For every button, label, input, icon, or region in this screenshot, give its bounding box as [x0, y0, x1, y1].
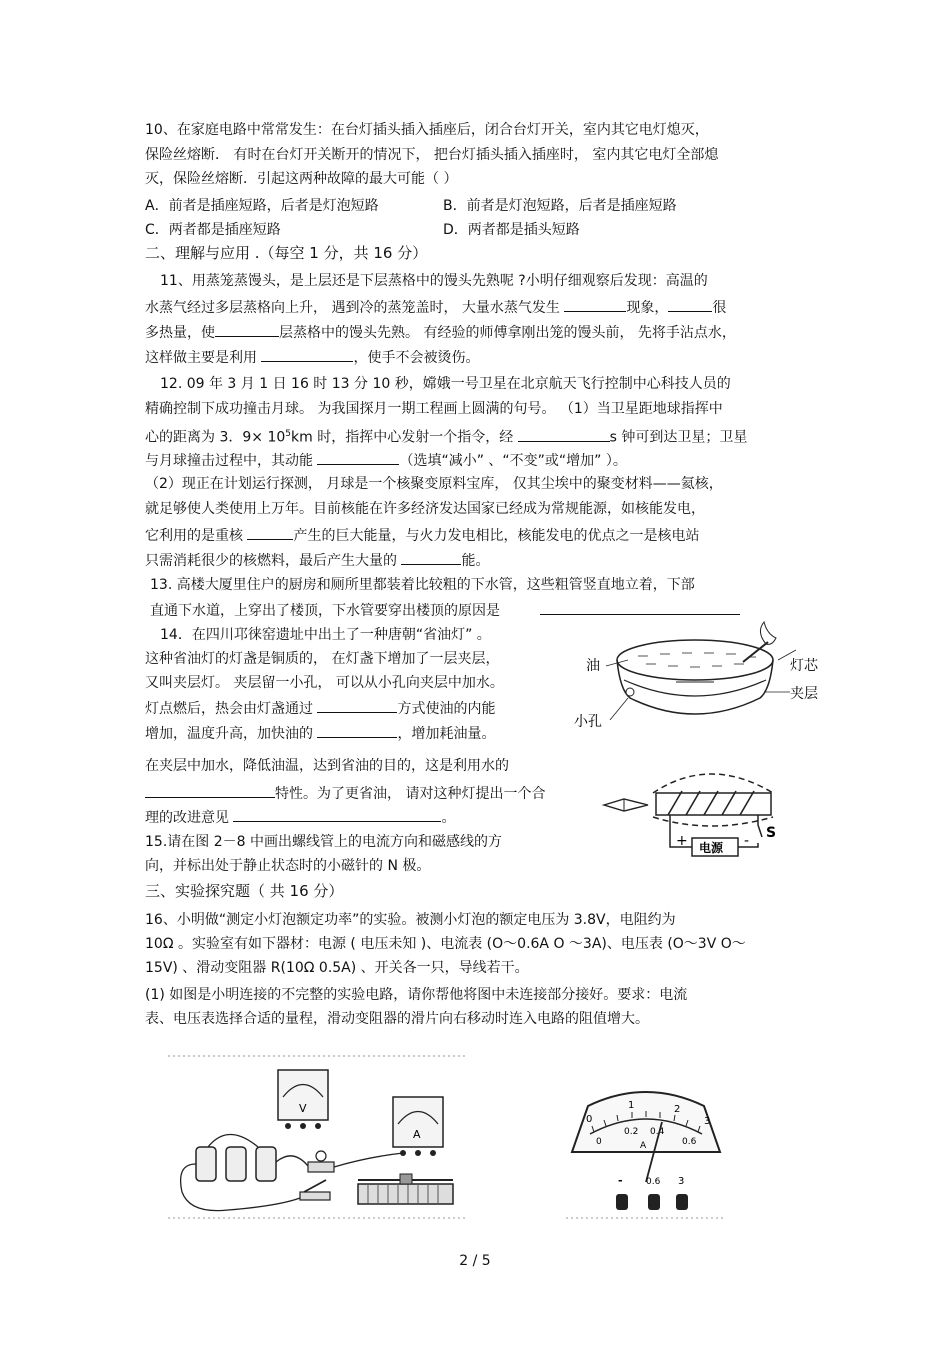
q10-option-b: B．前者是灯泡短路，后者是插座短路	[443, 198, 677, 214]
label-interlayer: 夹层	[790, 686, 818, 702]
flame-icon	[760, 622, 776, 644]
plus-sign: +	[676, 833, 688, 849]
field-line-bottom	[653, 817, 773, 826]
q11-blank-3[interactable]	[215, 322, 279, 337]
section-3-heading: 三、实验探究题（ 共 16 分）	[145, 882, 344, 900]
dial-bottom-label-3: 0.6	[682, 1137, 697, 1147]
q13-blank[interactable]	[540, 600, 740, 615]
q12-line-7: 它利用的是重核 产生的巨大能量，与火力发电相比，核能发电的优点之一是核电站	[145, 525, 699, 545]
q10-line-1: 10、在家庭电路中常常发生：在台灯插头插入插座后，闭合台灯开关，室内其它电灯熄灭，	[145, 122, 709, 138]
q12-blank-4[interactable]	[401, 550, 461, 565]
q12-line-2: 精确控制下成功撞击月球。 为我国探月一期工程画上圆满的句号。 （1）当卫星距地球指挥中	[145, 401, 723, 417]
q14-blank-2[interactable]	[317, 723, 397, 738]
solenoid-figure	[598, 765, 798, 860]
q14-blank-3[interactable]	[145, 783, 275, 798]
voltmeter[interactable]	[278, 1070, 328, 1129]
q16-line-1: 16、小明做“测定小灯泡额定功率”的实验。被测小灯泡的额定电压为 3.8V，电阻约为	[145, 912, 676, 928]
ammeter[interactable]	[393, 1097, 443, 1156]
ammeter-label: A	[413, 1128, 421, 1141]
q12-line-5: （2）现正在计划运行探测， 月球是一个核聚变原料宝库， 仅其尘埃中的聚变材料——氦核，	[145, 476, 723, 492]
rheostat[interactable]	[358, 1174, 453, 1204]
section-2-heading: 二、理解与应用 .（每空 1 分，共 16 分）	[145, 244, 428, 262]
q16-line-5: 表、电压表选择合适的量程，滑动变阻器的滑片向右移动时连入电路的阻值增大。	[145, 1011, 649, 1027]
minus-sign: -	[744, 833, 750, 849]
switch[interactable]	[300, 1180, 330, 1200]
q11-line-2: 水蒸气经过多层蒸格向上升， 遇到冷的蒸笼盖时， 大量水蒸气发生 现象， 很	[145, 297, 726, 317]
switch-blade	[758, 815, 762, 837]
solenoid-core	[656, 793, 771, 815]
meter-terminals[interactable]	[616, 1194, 688, 1210]
q11-blank-1[interactable]	[564, 297, 626, 312]
q13-line-2: 直通下水道，上穿出了楼顶，下水管要穿出楼顶的原因是	[150, 600, 740, 620]
oil-lamp-figure	[568, 620, 838, 750]
q12-line-4: 与月球撞击过程中，其动能 （选填“减小” 、“不变”或“增加” ）。	[145, 450, 627, 470]
dial-unit-label: A	[640, 1141, 647, 1151]
q11-line-4: 这样做主要是利用 ，使手不会被烫伤。	[145, 347, 479, 367]
q12-line-3: 心的距离为 3．$9\times 10^5km$ 时，指挥中心发射一个指令，经 s 钟可到达卫星；卫星	[145, 425, 747, 447]
q11-line-3: 多热量，使 层蒸格中的馒头先熟。 有经验的师傅拿刚出笼的馒头前， 先将手沾点水，	[145, 322, 736, 342]
voltmeter-label: V	[299, 1102, 307, 1115]
q14-line-7: 特性。为了更省油， 请对这种灯提出一个合	[145, 783, 545, 803]
q14-line-3: 又叫夹层灯。 夹层留一小孔， 可以从小孔向夹层中加水。	[145, 675, 504, 691]
dial-bottom-label-0: 0	[596, 1137, 602, 1147]
power-source-label: 电源	[699, 841, 724, 855]
q10-option-c: C．两者都是插座短路	[145, 222, 281, 238]
q14-line-8: 理的改进意见 。	[145, 807, 455, 827]
q15-line-2: 向，并标出处于静止状态时的小磁针的 N 极。	[145, 858, 431, 874]
q16-line-3: 15V) 、滑动变阻器 R(10Ω 0.5A) 、开关各一只，导线若干。	[145, 960, 529, 976]
q12-line-8: 只需消耗很少的核燃料，最后产生大量的 能。	[145, 550, 489, 570]
q14-blank-1[interactable]	[317, 698, 397, 713]
bulb[interactable]	[308, 1151, 334, 1172]
q16-line-2: 10Ω 。实验室有如下器材：电源 ( 电压未知 )、电流表 (O～0.6A O ～3A)、电压表 (O～3V O～	[145, 936, 746, 952]
lamp-rim	[617, 640, 773, 680]
oil-surface	[638, 653, 756, 667]
small-hole	[626, 688, 634, 696]
q15-line-1: 15.请在图 2－8 中画出螺线管上的电流方向和磁感线的方	[145, 834, 502, 850]
q14-blank-4[interactable]	[233, 807, 441, 822]
q14-line-6: 在夹层中加水，降低油温，达到省油的目的，这是利用水的	[145, 758, 509, 774]
q14-line-1: 14．在四川邛徕窑遗址中出土了一种唐朝“省油灯” 。	[160, 627, 491, 643]
dial-top-label-2: 2	[674, 1104, 681, 1115]
terminal-label-3: 3	[678, 1176, 685, 1187]
page-number: 2 / 5	[459, 1253, 491, 1269]
q10-option-a: A．前者是插座短路，后者是灯泡短路	[145, 198, 379, 214]
terminal-label-minus: -	[618, 1174, 623, 1187]
q13-line-1: 13. 高楼大厦里住户的厨房和厕所里都装着比较粗的下水管，这些粗管竖直地立着，下部	[150, 577, 695, 593]
dial-top-label-0: 0	[586, 1114, 593, 1125]
switch-label: S	[766, 825, 777, 841]
hole-pointer	[610, 698, 628, 720]
label-hole: 小孔	[574, 714, 602, 730]
ammeter-dial-figure	[566, 1082, 726, 1222]
label-wick: 灯芯	[790, 658, 818, 674]
dial-top-label-3: 3	[704, 1116, 711, 1127]
q12-blank-2[interactable]	[317, 450, 399, 465]
q10-line-3: 灭，保险丝熔断．引起这两种故障的最大可能（ ）	[145, 171, 458, 187]
q14-line-4: 灯点燃后，热会由灯盏通过 方式使油的内能	[145, 698, 495, 718]
label-oil: 油	[586, 658, 600, 674]
q12-line-6: 就足够使人类使用上万年。目前核能在许多经济发达国家已经成为常规能源，如核能发电，	[145, 501, 705, 517]
field-line-top	[653, 774, 773, 793]
battery-pack[interactable]	[196, 1147, 276, 1181]
dial-bottom-label-1: 0.2	[624, 1127, 639, 1137]
q10-line-2: 保险丝熔断． 有时在台灯开关断开的情况下， 把台灯插头插入插座时， 室内其它电灯全部熄	[145, 147, 719, 163]
q12-blank-3[interactable]	[247, 525, 293, 540]
dial-bottom-label-2: 0.4	[650, 1127, 665, 1137]
q12-blank-1[interactable]	[518, 427, 610, 442]
dial-top-label-1: 1	[628, 1100, 635, 1111]
terminal-label-0-6: 0.6	[646, 1177, 661, 1187]
circuit-figure	[168, 1052, 468, 1222]
q16-line-4: (1) 如图是小明连接的不完整的实验电路，请你帮他将图中未连接部分接好。要求：电流	[145, 987, 688, 1003]
q12-line-1: 12. 09 年 3 月 1 日 16 时 13 分 10 秒，嫦娥一号卫星在北京航天飞行控制中心科技人员的	[160, 376, 731, 392]
q14-line-2: 这种省油灯的灯盏是铜质的， 在灯盏下增加了一层夹层，	[145, 651, 500, 667]
compass-needle-icon	[604, 799, 648, 811]
q10-option-d: D．两者都是插头短路	[443, 222, 580, 238]
q11-blank-2[interactable]	[668, 297, 712, 312]
q11-line-1: 11、用蒸笼蒸馒头，是上层还是下层蒸格中的馒头先熟呢 ?小明仔细观察后发现：高温的	[160, 273, 708, 289]
q14-line-5: 增加，温度升高，加快油的 ，增加耗油量。	[145, 723, 495, 743]
q11-blank-4[interactable]	[261, 347, 353, 362]
